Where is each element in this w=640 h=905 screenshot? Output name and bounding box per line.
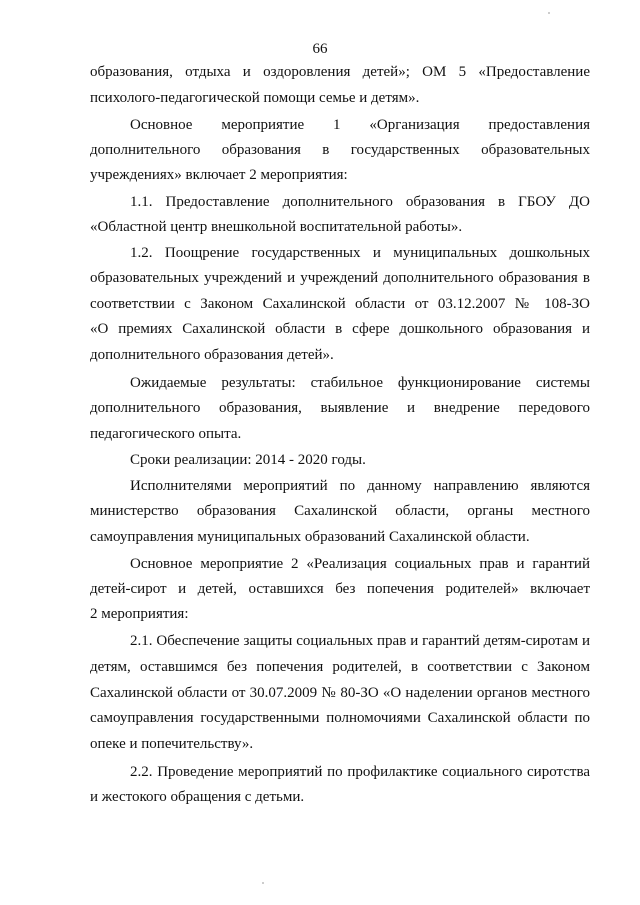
text-line: педагогического опыта.: [90, 426, 242, 442]
text-line: министерство образования Сахалинской области, органы местного: [90, 503, 590, 519]
text-line: учреждениях» включает 2 мероприятия:: [90, 167, 348, 183]
text-line: дополнительного образования детей».: [90, 347, 334, 363]
text-line: детей-сирот и детей, оставшихся без попечения родителей» включает: [90, 581, 590, 597]
text-line: Основное мероприятие 2 «Реализация социальных прав и гарантий: [130, 556, 590, 572]
text-line: 2.2. Проведение мероприятий по профилактике социального сиротства: [130, 764, 590, 780]
text-line: Основное мероприятие 1 «Организация предоставления: [130, 117, 590, 133]
text-line: 2.1. Обеспечение защиты социальных прав и гарантий детям-сиротам и: [130, 633, 590, 649]
text-line: 1.1. Предоставление дополнительного образования в ГБОУ ДО: [130, 194, 590, 210]
text-line: и жестокого обращения с детьми.: [90, 789, 305, 805]
text-line: Сроки реализации: 2014 - 2020 годы.: [130, 452, 366, 468]
text-line: соответствии с Законом Сахалинской области от 03.12.2007 № 108-ЗО: [90, 296, 590, 312]
text-line: психолого-педагогической помощи семье и детям».: [90, 90, 420, 106]
text-line: 2 мероприятия:: [90, 606, 189, 622]
text-line: дополнительного образования в государственных образовательных: [90, 142, 590, 158]
text-line: самоуправления муниципальных образований Сахалинской области.: [90, 529, 530, 545]
page-number: 66: [312, 41, 328, 57]
text-line: 1.2. Поощрение государственных и муниципальных дошкольных: [130, 245, 590, 261]
text-line: образовательных учреждений и учреждений дополнительного образования в: [90, 270, 590, 286]
text-line: образования, отдыха и оздоровления детей»; ОМ 5 «Предоставление: [90, 64, 590, 80]
text-line: Сахалинской области от 30.07.2009 № 80-ЗО «О наделении органов местного: [90, 685, 590, 701]
text-line: детям, оставшимся без попечения родителей, в соответствии с Законом: [90, 659, 590, 675]
text-line: самоуправления государственными полномочиями Сахалинской области по: [90, 710, 590, 726]
text-line: опеке и попечительству».: [90, 736, 254, 752]
scan-speck: [262, 882, 264, 884]
text-line: Ожидаемые результаты: стабильное функционирование системы: [130, 375, 590, 391]
scan-speck: [548, 12, 550, 14]
text-line: Исполнителями мероприятий по данному направлению являются: [130, 478, 590, 494]
text-line: «О премиях Сахалинской области в сфере дошкольного образования и: [90, 321, 590, 337]
text-line: дополнительного образования, выявление и внедрение передового: [90, 400, 590, 416]
text-line: «Областной центр внешкольной воспитательной работы».: [90, 219, 463, 235]
